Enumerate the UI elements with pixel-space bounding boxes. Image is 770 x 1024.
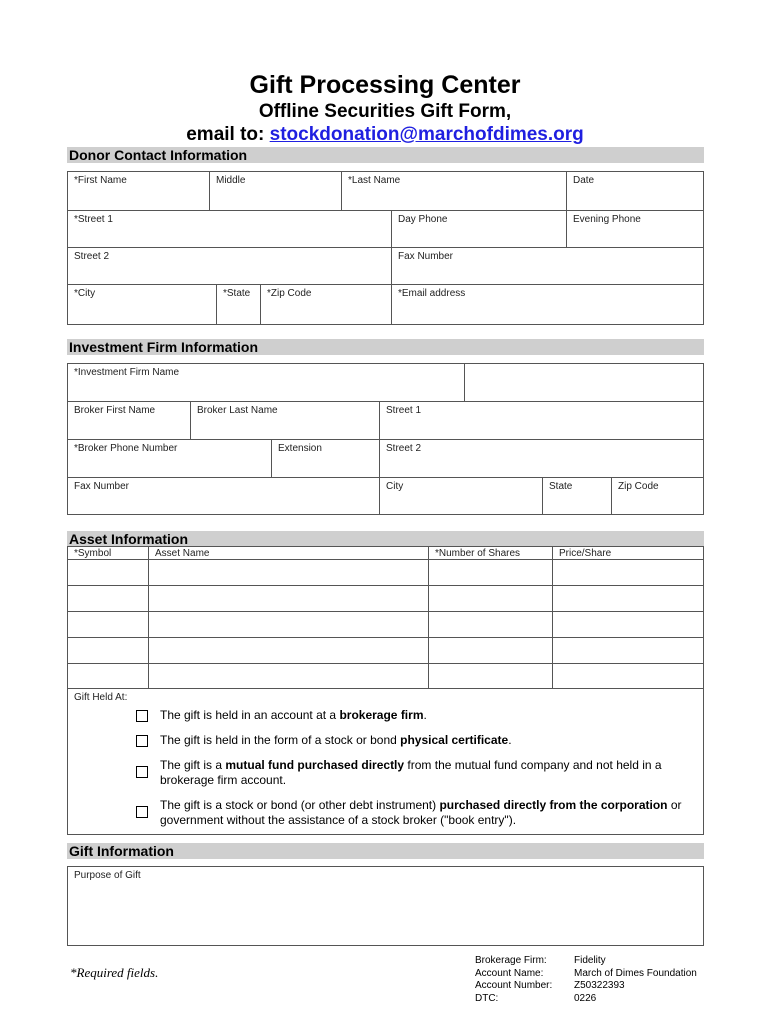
asset-row-name[interactable]: [148, 637, 429, 664]
asset-row-symbol[interactable]: [67, 637, 149, 664]
checkbox-physical-certificate[interactable]: [136, 735, 148, 747]
page-title: Gift Processing Center: [249, 71, 521, 99]
date-field[interactable]: Date: [566, 171, 704, 211]
asset-section-heading: Asset Information: [67, 531, 704, 547]
form-subtitle: Offline Securities Gift Form,: [258, 101, 512, 122]
option-physical-certificate[interactable]: The gift is held in the form of a stock or bond physical certificate.: [136, 733, 706, 749]
firm-street1-field[interactable]: Street 1: [379, 401, 704, 440]
asset-row-symbol[interactable]: [67, 663, 149, 689]
asset-row-shares[interactable]: [428, 585, 553, 612]
asset-row-name[interactable]: [148, 611, 429, 638]
option-direct-corporation[interactable]: The gift is a stock or bond (or other debt instrument) purchased directly from the corporation or government without the assistance of a stock broker ("book entry").: [136, 798, 706, 830]
symbol-column-header: *Symbol: [67, 546, 149, 560]
last-name-field[interactable]: *Last Name: [341, 171, 567, 211]
asset-row-price[interactable]: [552, 663, 704, 689]
asset-row-name[interactable]: [148, 585, 429, 612]
donor-section-heading: Donor Contact Information: [67, 147, 704, 163]
asset-row-symbol[interactable]: [67, 611, 149, 638]
account-values: [574, 955, 754, 1005]
email-link[interactable]: stockdonation@marchofdimes.org: [269, 124, 584, 145]
firm-fax-field[interactable]: Fax Number: [67, 477, 380, 515]
option-brokerage-firm[interactable]: The gift is held in an account at a brokerage firm.: [136, 708, 706, 724]
account-labels: [475, 955, 570, 1005]
street2-field[interactable]: Street 2: [67, 247, 392, 285]
asset-row-price[interactable]: [552, 585, 704, 612]
checkbox-mutual-fund[interactable]: [136, 766, 148, 778]
checkbox-direct-corporation[interactable]: [136, 806, 148, 818]
asset-name-column-header: Asset Name: [148, 546, 429, 560]
asset-row-shares[interactable]: [428, 663, 553, 689]
email-address-field[interactable]: *Email address: [391, 284, 704, 325]
email-prefix: email to:: [186, 124, 265, 145]
dtc-label: DTC:: [475, 992, 499, 1004]
asset-row-shares[interactable]: [428, 611, 553, 638]
firm-city-field[interactable]: City: [379, 477, 543, 515]
asset-row-name[interactable]: [148, 663, 429, 689]
purpose-of-gift-label: Purpose of Gift: [74, 870, 141, 881]
investment-firm-extra-field[interactable]: [464, 363, 704, 402]
gift-section-heading: Gift Information: [67, 843, 704, 859]
evening-phone-field[interactable]: Evening Phone: [566, 210, 704, 248]
brokerage-firm-label: Brokerage Firm:: [475, 955, 547, 966]
day-phone-field[interactable]: Day Phone: [391, 210, 567, 248]
broker-phone-field[interactable]: *Broker Phone Number: [67, 439, 272, 478]
firm-street2-field[interactable]: Street 2: [379, 439, 704, 478]
broker-last-name-field[interactable]: Broker Last Name: [190, 401, 380, 440]
gift-held-at-label: Gift Held At:: [74, 692, 128, 703]
asset-row-price[interactable]: [552, 611, 704, 638]
investment-firm-name-field[interactable]: *Investment Firm Name: [67, 363, 465, 402]
zip-code-field[interactable]: *Zip Code: [260, 284, 392, 325]
shares-column-header: *Number of Shares: [428, 546, 553, 560]
price-column-header: Price/Share: [552, 546, 704, 560]
fax-number-field[interactable]: Fax Number: [391, 247, 704, 285]
extension-field[interactable]: Extension: [271, 439, 380, 478]
account-name-value: March of Dimes Foundation: [574, 967, 697, 979]
required-fields-note: *Required fields.: [70, 965, 159, 980]
firm-zip-field[interactable]: Zip Code: [611, 477, 704, 515]
city-field[interactable]: *City: [67, 284, 217, 325]
broker-first-name-field[interactable]: Broker First Name: [67, 401, 191, 440]
email-line: [0, 124, 770, 146]
asset-row-shares[interactable]: [428, 637, 553, 664]
account-name-label: Account Name:: [475, 967, 544, 979]
account-number-value: Z50322393: [574, 980, 625, 991]
asset-row-price[interactable]: [552, 559, 704, 586]
asset-row-symbol[interactable]: [67, 559, 149, 586]
option-mutual-fund[interactable]: The gift is a mutual fund purchased directly from the mutual fund company and not held in a brokerage firm account.: [136, 758, 706, 790]
checkbox-brokerage-firm[interactable]: [136, 710, 148, 722]
asset-row-shares[interactable]: [428, 559, 553, 586]
firm-state-field[interactable]: State: [542, 477, 612, 515]
first-name-field[interactable]: *First Name: [67, 171, 210, 211]
asset-row-price[interactable]: [552, 637, 704, 664]
street1-field[interactable]: *Street 1: [67, 210, 392, 248]
dtc-value: 0226: [574, 992, 597, 1004]
brokerage-firm-value: Fidelity: [574, 955, 606, 966]
state-field[interactable]: *State: [216, 284, 261, 325]
account-number-label: Account Number:: [475, 980, 553, 991]
middle-name-field[interactable]: Middle: [209, 171, 342, 211]
asset-row-symbol[interactable]: [67, 585, 149, 612]
purpose-of-gift-field[interactable]: [67, 866, 704, 946]
asset-row-name[interactable]: [148, 559, 429, 586]
investment-section-heading: Investment Firm Information: [67, 339, 704, 355]
